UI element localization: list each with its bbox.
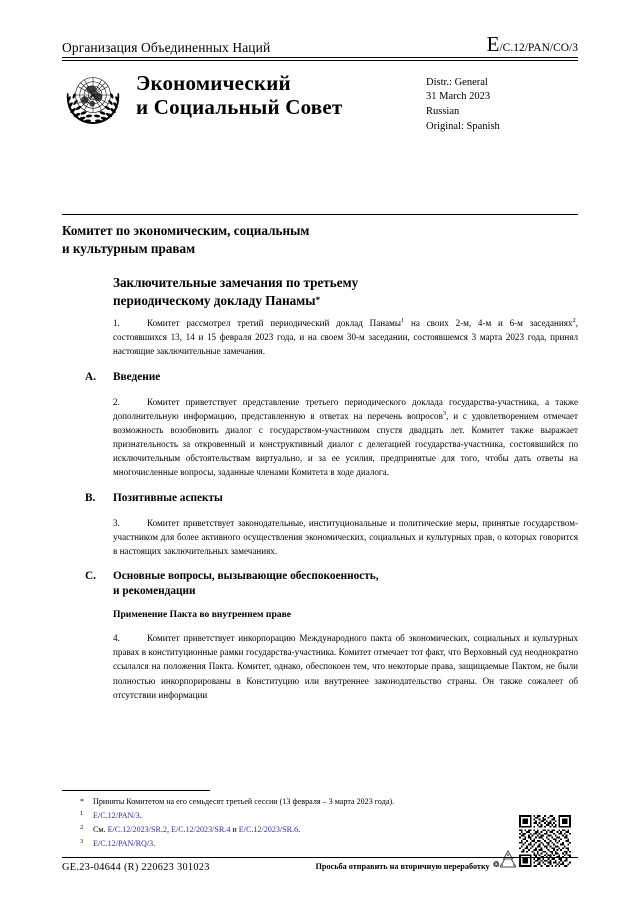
paragraph-number: 4. bbox=[113, 633, 120, 644]
page-title-line-1: Заключительные замечания по третьему bbox=[113, 275, 359, 290]
page-title-line-2 bbox=[113, 292, 533, 310]
footnote-reference[interactable]: 3 bbox=[442, 409, 447, 417]
footnote-text: E/C.12/PAN/3. bbox=[93, 811, 142, 821]
title-footnote-marker: * bbox=[315, 294, 321, 305]
footnote-reference[interactable]: 1 bbox=[401, 316, 405, 324]
footnote-reference[interactable]: 2 bbox=[572, 316, 576, 324]
section-letter: B. bbox=[85, 491, 96, 504]
committee-title-line-2: и культурным правам bbox=[62, 240, 196, 256]
section-letter: A. bbox=[85, 370, 96, 383]
distribution-block bbox=[426, 70, 578, 136]
header-rule-thick bbox=[62, 57, 578, 58]
original-language: Original: Spanish bbox=[426, 121, 500, 133]
footnote-marker: 1 bbox=[80, 810, 84, 818]
footer-rule bbox=[62, 857, 578, 858]
document-reference-link[interactable]: E/C.12/2023/SR.2 bbox=[107, 825, 167, 835]
document-header bbox=[62, 34, 578, 135]
masthead-line-2: и Социальный Совет bbox=[136, 95, 343, 120]
document-symbol bbox=[487, 34, 578, 56]
footnote-item bbox=[80, 823, 520, 836]
document-body bbox=[85, 316, 578, 713]
document-symbol-prefix: E bbox=[486, 32, 500, 56]
distribution-line: Distr.: General bbox=[426, 76, 488, 88]
footnote-separator bbox=[62, 790, 210, 791]
job-number: GE.23-04644 (R) 220623 301023 bbox=[62, 862, 210, 873]
header-body-row bbox=[62, 70, 578, 136]
paragraph-number: 2. bbox=[113, 396, 120, 407]
document-reference-link[interactable]: E/C.12/2023/SR.6 bbox=[238, 825, 299, 835]
section-title-line-1: Основные вопросы, вызывающие обеспокоенность, bbox=[113, 570, 379, 583]
qr-code bbox=[519, 815, 571, 867]
document-date: 31 March 2023 bbox=[426, 91, 491, 103]
committee-title-line-1: Комитет по экономическим, социальным bbox=[62, 223, 310, 238]
footnote-list bbox=[80, 795, 520, 850]
document-reference-link[interactable]: E/C.12/PAN/RQ/3 bbox=[93, 838, 154, 848]
footnote-marker: 3 bbox=[80, 837, 84, 845]
document-reference-link[interactable]: E/C.12/PAN/3 bbox=[93, 811, 140, 821]
footnote-item bbox=[80, 809, 520, 822]
paragraph-number: 3. bbox=[113, 517, 120, 528]
page-title-line-2-text: периодическому докладу Панамы bbox=[113, 292, 316, 308]
footnote-item bbox=[80, 837, 520, 850]
recycle-notice-text: Просьба отправить на вторичную переработку bbox=[315, 862, 490, 871]
section-title-line-2: и рекомендации bbox=[113, 585, 196, 598]
committee-title bbox=[62, 222, 492, 257]
page-title bbox=[113, 274, 533, 309]
section-title: Введение bbox=[113, 370, 161, 383]
section-heading-b bbox=[85, 491, 578, 506]
paragraph-number: 1. bbox=[113, 318, 120, 328]
organization-name: Организация Объединенных Наций bbox=[62, 40, 271, 56]
document-reference-link[interactable]: E/C.12/2023/SR.4 bbox=[171, 825, 231, 835]
document-footer bbox=[62, 862, 578, 873]
paragraph-1: 1. Комитет рассмотрел третий периодический доклад Панамы$^1$ на своих 2-м, 4-м и 6-м заседаниях$^2$, состоявшихся 13, 14 и 15 февраля 2023 года, и на своем 30-м заседании, состоявшемся 3 марта 2023 года, принял настоящие заключительные замечания. bbox=[113, 316, 578, 357]
footnote-marker: 2 bbox=[80, 824, 84, 832]
footnote-marker: * bbox=[80, 797, 84, 806]
paragraph-3: 3. Комитет приветствует законодательные, институциональные и политические меры, принятые государством-участником для более активного осуществления экономических, социальных и культурных прав, о которых говорится в настоящих заключительных замечаниях. bbox=[113, 517, 578, 556]
document-language: Russian bbox=[426, 106, 460, 118]
document-symbol-rest: /C.12/PAN/CO/3 bbox=[499, 42, 578, 54]
header-rule-thin bbox=[62, 60, 578, 61]
paragraph-2: 2. Комитет приветствует представление третьего периодического доклада государства-участника, а также дополнительную информацию, представленную в ответах на перечень вопросов$^3$, и с удовлетворением отмечает возможность возобновить диалог с государством-участником спустя двадцать лет. Комитет также выражает признательность за откровенный и конструктивный диалог с делегацией государства-участника, состоявшийся по исключительным обстоятельствам виртуально, и за ее усилия, предпринятые для того, чтобы дать ответы на многочисленные вопросы, заданные членами Комитета в ходе диалога. bbox=[113, 396, 578, 478]
recycle-glyph-icon: ♲ bbox=[492, 860, 500, 869]
section-heading-c bbox=[85, 569, 578, 599]
footnote-text: Приняты Комитетом на его семьдесят третьей сессии (13 февраля – 3 марта 2023 года). bbox=[93, 797, 395, 806]
header-top-row bbox=[62, 34, 578, 57]
committee-rule bbox=[62, 214, 578, 215]
section-heading-a bbox=[85, 370, 578, 385]
footnote-item bbox=[80, 795, 520, 809]
paragraph-4: 4. Комитет приветствует инкорпорацию Международного пакта об экономических, социальных и культурных правах в конституционные рамки государства-участника. Комитет отмечает тот факт, что Верховный суд неоднократно ссылался на положения Пакта. Комитет, однако, обеспокоен тем, что некоторые права, защищаемые Пактом, не были полностью инкорпорированы в Конституцию или внутреннее законодательство страны. Он также сожалеет об отсутствии информации bbox=[113, 633, 578, 700]
section-letter: C. bbox=[85, 570, 96, 583]
subsection-heading: Применение Пакта во внутреннем праве bbox=[113, 609, 292, 621]
footnote-text: См. E/C.12/2023/SR.2, E/C.12/2023/SR.4 и E/C.12/2023/SR.6. bbox=[93, 825, 301, 835]
section-title bbox=[113, 569, 578, 599]
masthead bbox=[136, 70, 426, 136]
un-emblem-icon bbox=[62, 72, 124, 126]
footnote-text: E/C.12/PAN/RQ/3. bbox=[93, 838, 156, 848]
masthead-line-1: Экономический bbox=[136, 70, 291, 95]
section-title: Позитивные аспекты bbox=[113, 491, 223, 504]
recycle-notice bbox=[316, 862, 578, 871]
